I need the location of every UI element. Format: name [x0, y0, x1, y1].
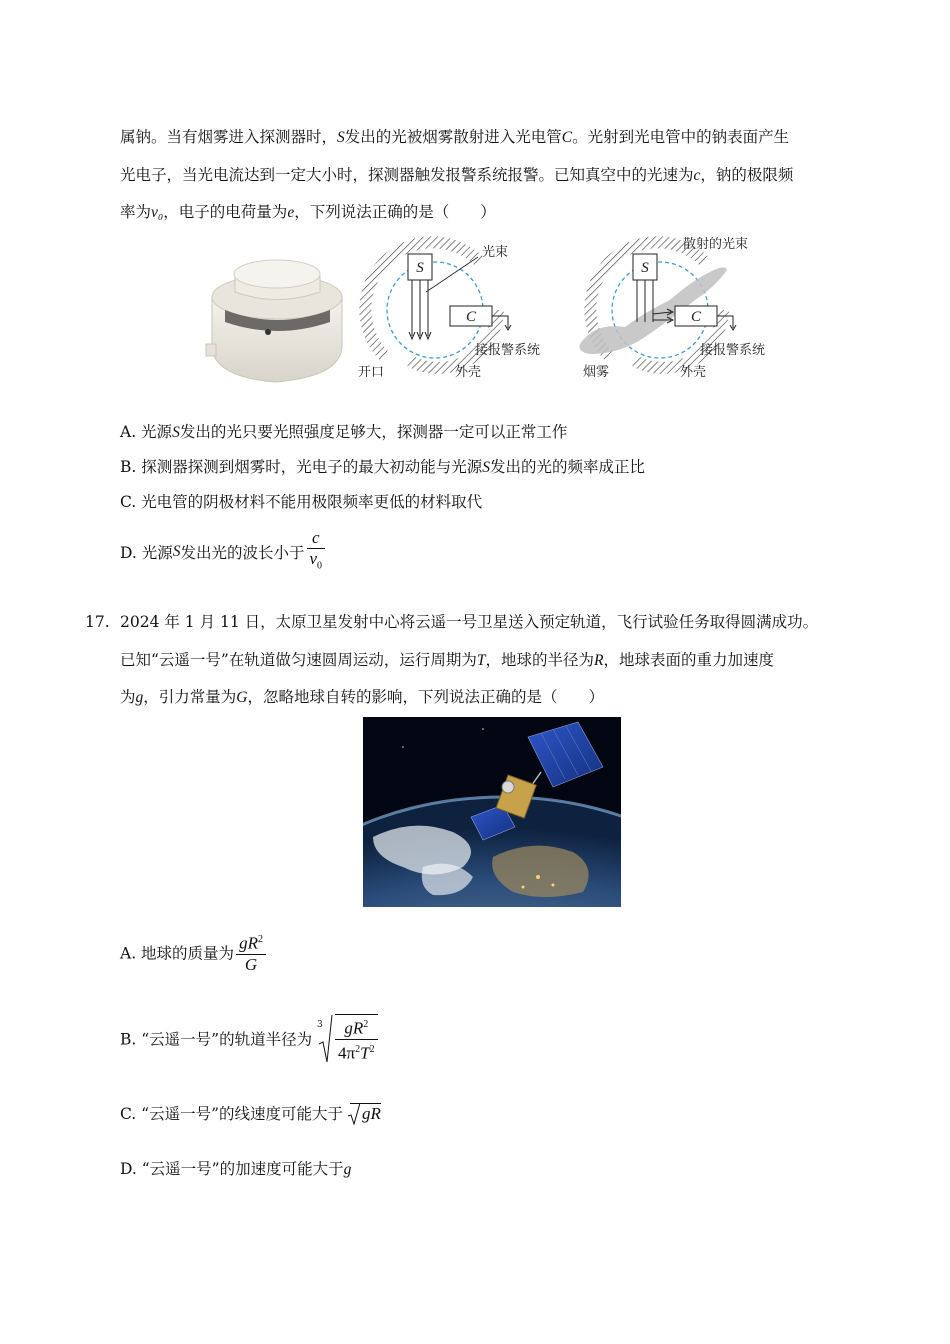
svg-text:C: C — [690, 309, 702, 325]
detector-diagram-left — [350, 232, 550, 382]
opening-label: 开口 — [358, 365, 385, 380]
q17-stem-line-2: 已知“云遥一号”在轨道做匀速圆周运动，运行周期为T，地球的半径为R，地球表面的重力加速度 — [120, 651, 774, 669]
shell-label-right: 外壳 — [680, 365, 707, 380]
q16-stem-line-2: 光电子，当光电流达到一定大小时，探测器触发报警系统报警。已知真空中的光速为c，钠的极限频 — [120, 166, 794, 184]
q16-option-b: B. 探测器探测到烟雾时，光电子的最大初动能与光源S发出的光的频率成正比 — [120, 458, 646, 476]
q16-option-c: C. 光电管的阴极材料不能用极限频率更低的材料取代 — [120, 493, 483, 511]
fraction-gr2-over-g: $\frac{gR^2}{G}$ — [236, 930, 266, 975]
q16-figure — [200, 232, 780, 382]
alarm-label-right: 接报警系统 — [700, 343, 766, 358]
svg-text:S: S — [641, 260, 649, 276]
svg-text:C: C — [465, 309, 477, 325]
sqrt-sign — [348, 1103, 360, 1125]
q17-option-c: C. “云遥一号”的线速度可能大于 gR — [120, 1104, 381, 1123]
source-s-label: S — [416, 260, 424, 276]
q16-stem-line-3: 率为ν₀，电子的电荷量为e，下列说法正确的是（ ） — [120, 203, 496, 221]
cube-root-expression: 3 $\frac{gR^2}{4\pi^2T^2}$ — [317, 1014, 378, 1063]
q17-option-a: A. 地球的质量为 $\frac{gR^2}{G}$ — [120, 930, 266, 975]
detector-diagram-right — [575, 232, 785, 382]
radical-sign — [319, 1014, 333, 1064]
q16-option-d: D. 光源S发出光的波长小于 $\frac{c}{\nu_0}$ — [120, 528, 325, 576]
scatter-label: 散射的光束 — [683, 237, 749, 252]
satellite-earth-image — [363, 717, 621, 907]
q17-stem-line-1: 2024 年 1 月 11 日，太原卫星发射中心将云遥一号卫星送入预定轨道，飞行试验任务取得圆满成功。 — [120, 613, 819, 631]
q16-stem-line-1: 属钠。当有烟雾进入探测器时，S发出的光被烟雾散射进入光电管C。光射到光电管中的钠表面产生 — [120, 128, 790, 146]
fraction-c-over-nu0: $\frac{c}{\nu_0}$ — [307, 528, 326, 576]
q17-stem-line-3: 为g，引力常量为G，忽略地球自转的影响，下列说法正确的是（ ） — [120, 688, 604, 706]
smoke-label: 烟雾 — [583, 365, 610, 380]
smoke-detector-image — [200, 252, 350, 402]
beam-label: 光束 — [482, 245, 509, 260]
q17-option-b: B. “云遥一号”的轨道半径为 3 $\frac{gR^2}{4\pi^2T^2}$ — [120, 1014, 378, 1063]
sqrt-expression: gR — [350, 1103, 381, 1124]
shell-label-left: 外壳 — [455, 365, 482, 380]
q17-number: 17. — [85, 613, 110, 631]
q16-option-a: A. 光源S发出的光只要光照强度足够大，探测器一定可以正常工作 — [120, 423, 568, 441]
q17-option-d: D. “云遥一号”的加速度可能大于g — [120, 1160, 352, 1178]
alarm-label-left: 接报警系统 — [475, 343, 541, 358]
